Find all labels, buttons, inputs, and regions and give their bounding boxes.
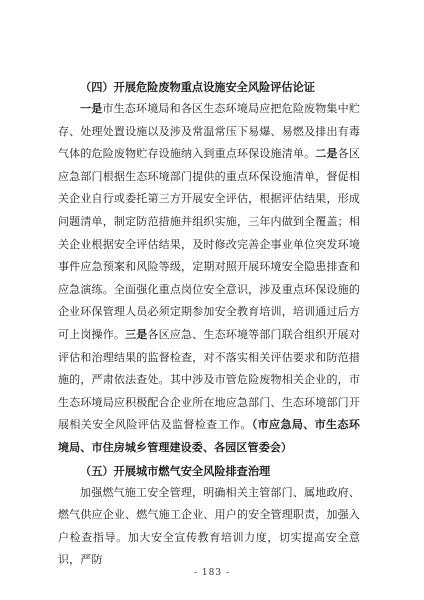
page-content: [58, 76, 360, 572]
section-5-paragraph: 加强燃气施工安全管理，明确相关主管部门、属地政府、燃气供应企业、燃气施工企业、用户的安全管理职责，加强入户检查指导。加大安全宣传教育培训力度，切实提高安全意识，严防: [58, 485, 360, 567]
page-number: - 183 -: [194, 568, 230, 578]
point-one-label: 一是: [80, 102, 103, 115]
responsible-units: （市应急局、市生态环境局、市住房城乡管理建设委、各园区管委会）: [58, 418, 360, 454]
section-heading-4: （四）开展危险废物重点设施安全风险评估论证: [80, 80, 315, 94]
point-one-text: 市生态环境局和各区生态环境局应把危险废物集中贮存、处理处置设施以及涉及常温常压下易爆、易燃及排出有毒气体的危险废物贮存设施纳入到重点环保设施清单。: [58, 102, 360, 161]
point-three-text: 各区应急、生态环境等部门联合组织开展对评估和治理结果的监督检查，对不落实相关评估要求和防范措施的，严肃依法查处。其中涉及市管危险废物相关企业的，市生态环境局应积极配合企业所在地应急部门、生态环境部门开展相关安全风险评估及监督检查工作。: [58, 327, 360, 432]
point-three-label: 三是: [125, 327, 148, 341]
point-two-text: 各区应急部门根据生态环境部门提供的重点环保设施清单，督促相关企业自行或委托第三方开展安全评估，根据评估结果，形成问题清单，制定防范措施并组织实施，三年内做到全覆盖；相关企业根据安全评估结果，及时修改完善企事业单位突发环境事件应急预案和风险等级，定期对照开展环境安全隐患排查和应急演练。全面强化重点岗位安全意识，涉及重点环保设施的企业环保管理人员必须定期参加安全教育培训，培训通过后方可上岗操作。: [58, 147, 360, 341]
section-heading-5: （五）开展城市燃气安全风险排查治理: [80, 463, 271, 478]
point-two-label: 二是: [315, 147, 338, 161]
section-4-paragraph: [58, 98, 360, 460]
